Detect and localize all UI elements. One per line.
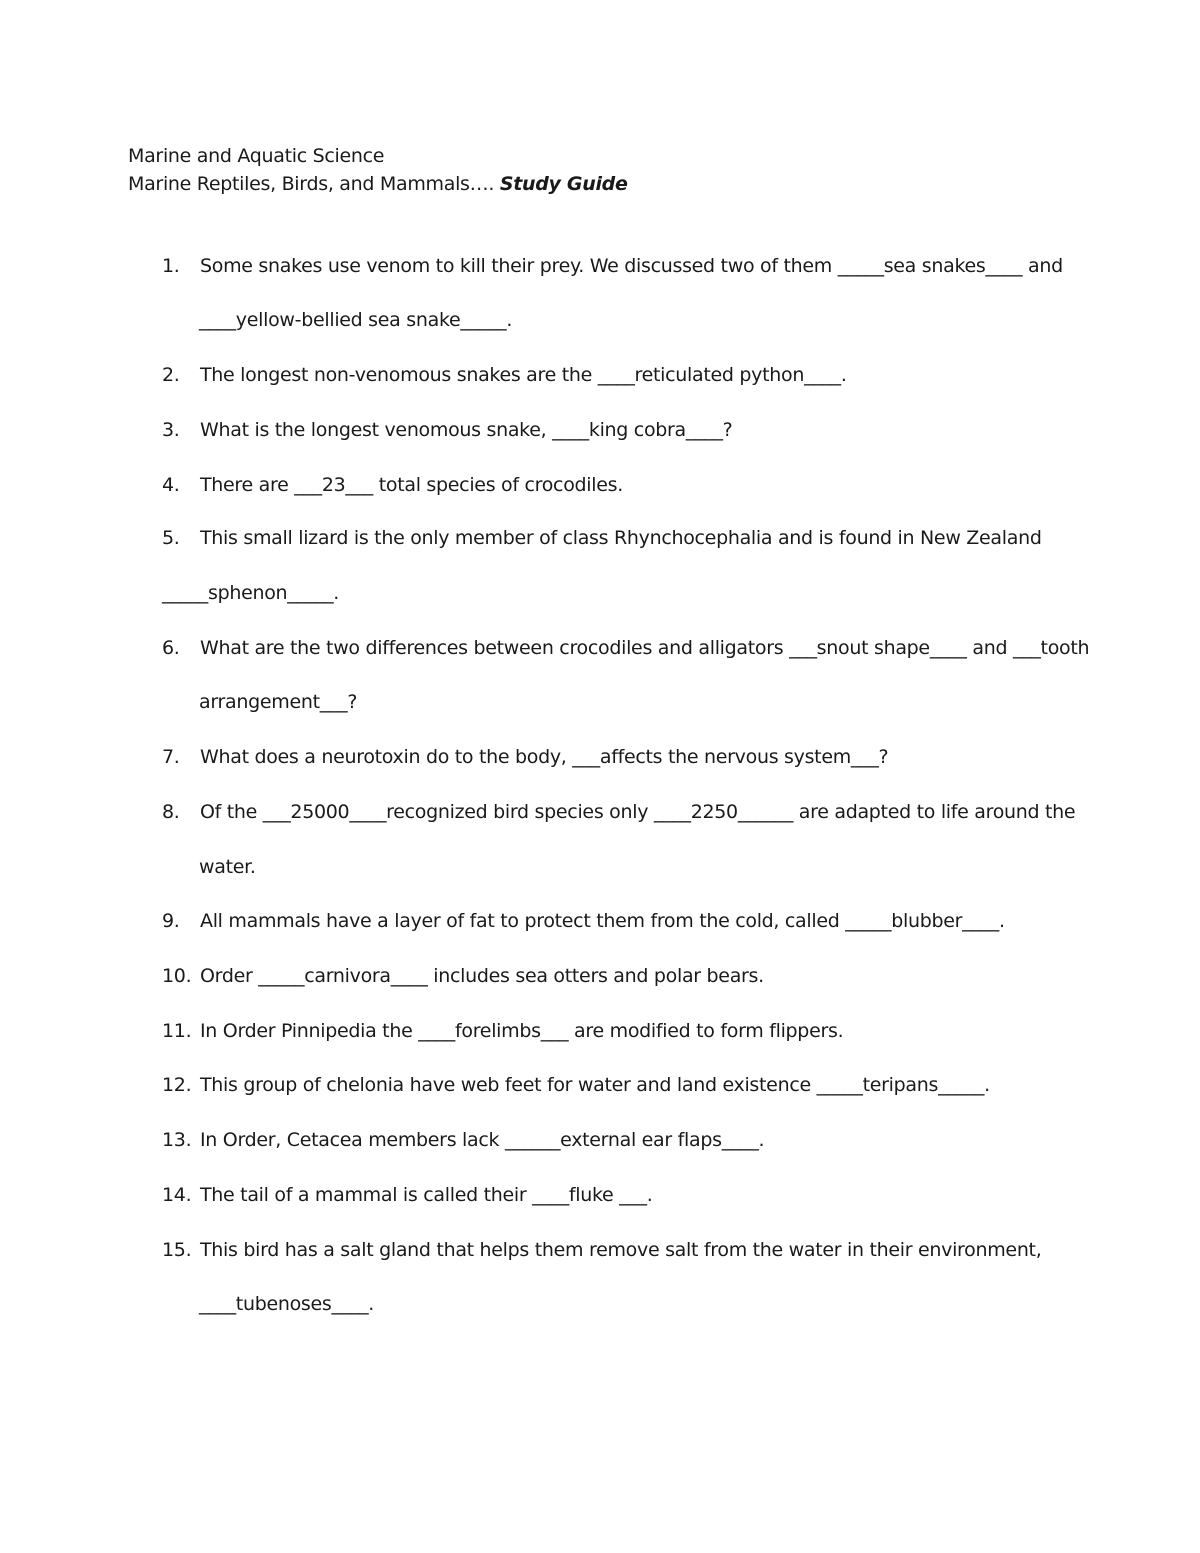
question-text: Of the ___25000____recognized bird species only ____2250______ are adapted to life around the xyxy=(200,801,1076,823)
question-text: Some snakes use venom to kill their prey. We discussed two of them _____sea snakes____ and xyxy=(200,255,1063,277)
question-number: 8. xyxy=(162,801,180,823)
question-text: This group of chelonia have web feet for water and land existence _____teripans_____. xyxy=(200,1074,990,1096)
question-number: 13. xyxy=(162,1129,192,1151)
question-number: 3. xyxy=(162,419,180,441)
guide-title xyxy=(128,170,628,198)
question-number: 2. xyxy=(162,364,180,386)
question-number: 10. xyxy=(162,965,192,987)
question-15-continuation: ____tubenoses____. xyxy=(199,1293,375,1315)
question-number: 14. xyxy=(162,1184,192,1206)
question-number: 1. xyxy=(162,255,180,277)
question-8-continuation: water. xyxy=(199,856,256,878)
question-number: 9. xyxy=(162,910,180,932)
question-number: 5. xyxy=(162,527,180,549)
question-number: 15. xyxy=(162,1239,192,1261)
question-text: The tail of a mammal is called their ____fluke ___. xyxy=(200,1184,653,1206)
question-text: What are the two differences between crocodiles and alligators ___snout shape____ and ___tooth xyxy=(200,637,1090,659)
question-number: 7. xyxy=(162,746,180,768)
question-text: This small lizard is the only member of class Rhynchocephalia and is found in New Zealand xyxy=(200,527,1042,549)
document-header xyxy=(128,142,628,198)
question-1-continuation: ____yellow-bellied sea snake_____. xyxy=(199,309,513,331)
question-text: All mammals have a layer of fat to protect them from the cold, called _____blubber____. xyxy=(200,910,1005,932)
question-text: In Order, Cetacea members lack ______external ear flaps____. xyxy=(200,1129,765,1151)
question-text: This bird has a salt gland that helps them remove salt from the water in their environment, xyxy=(200,1239,1042,1261)
question-text: Order _____carnivora____ includes sea otters and polar bears. xyxy=(200,965,764,987)
question-5-continuation: _____sphenon_____. xyxy=(162,582,340,604)
question-number: 6. xyxy=(162,637,180,659)
question-number: 12. xyxy=(162,1074,192,1096)
guide-title-prefix: Marine Reptiles, Birds, and Mammals…. xyxy=(128,173,500,195)
question-text: There are ___23___ total species of crocodiles. xyxy=(200,474,623,496)
course-title: Marine and Aquatic Science xyxy=(128,145,385,167)
question-text: What is the longest venomous snake, ____king cobra____? xyxy=(200,419,733,441)
question-text: The longest non-venomous snakes are the ____reticulated python____. xyxy=(200,364,847,386)
question-6-continuation: arrangement___? xyxy=(199,691,358,713)
question-number: 11. xyxy=(162,1020,192,1042)
question-text: In Order Pinnipedia the ____forelimbs___ are modified to form flippers. xyxy=(200,1020,844,1042)
question-number: 4. xyxy=(162,474,180,496)
study-guide-label: Study Guide xyxy=(499,173,628,195)
question-text: What does a neurotoxin do to the body, ___affects the nervous system___? xyxy=(200,746,889,768)
